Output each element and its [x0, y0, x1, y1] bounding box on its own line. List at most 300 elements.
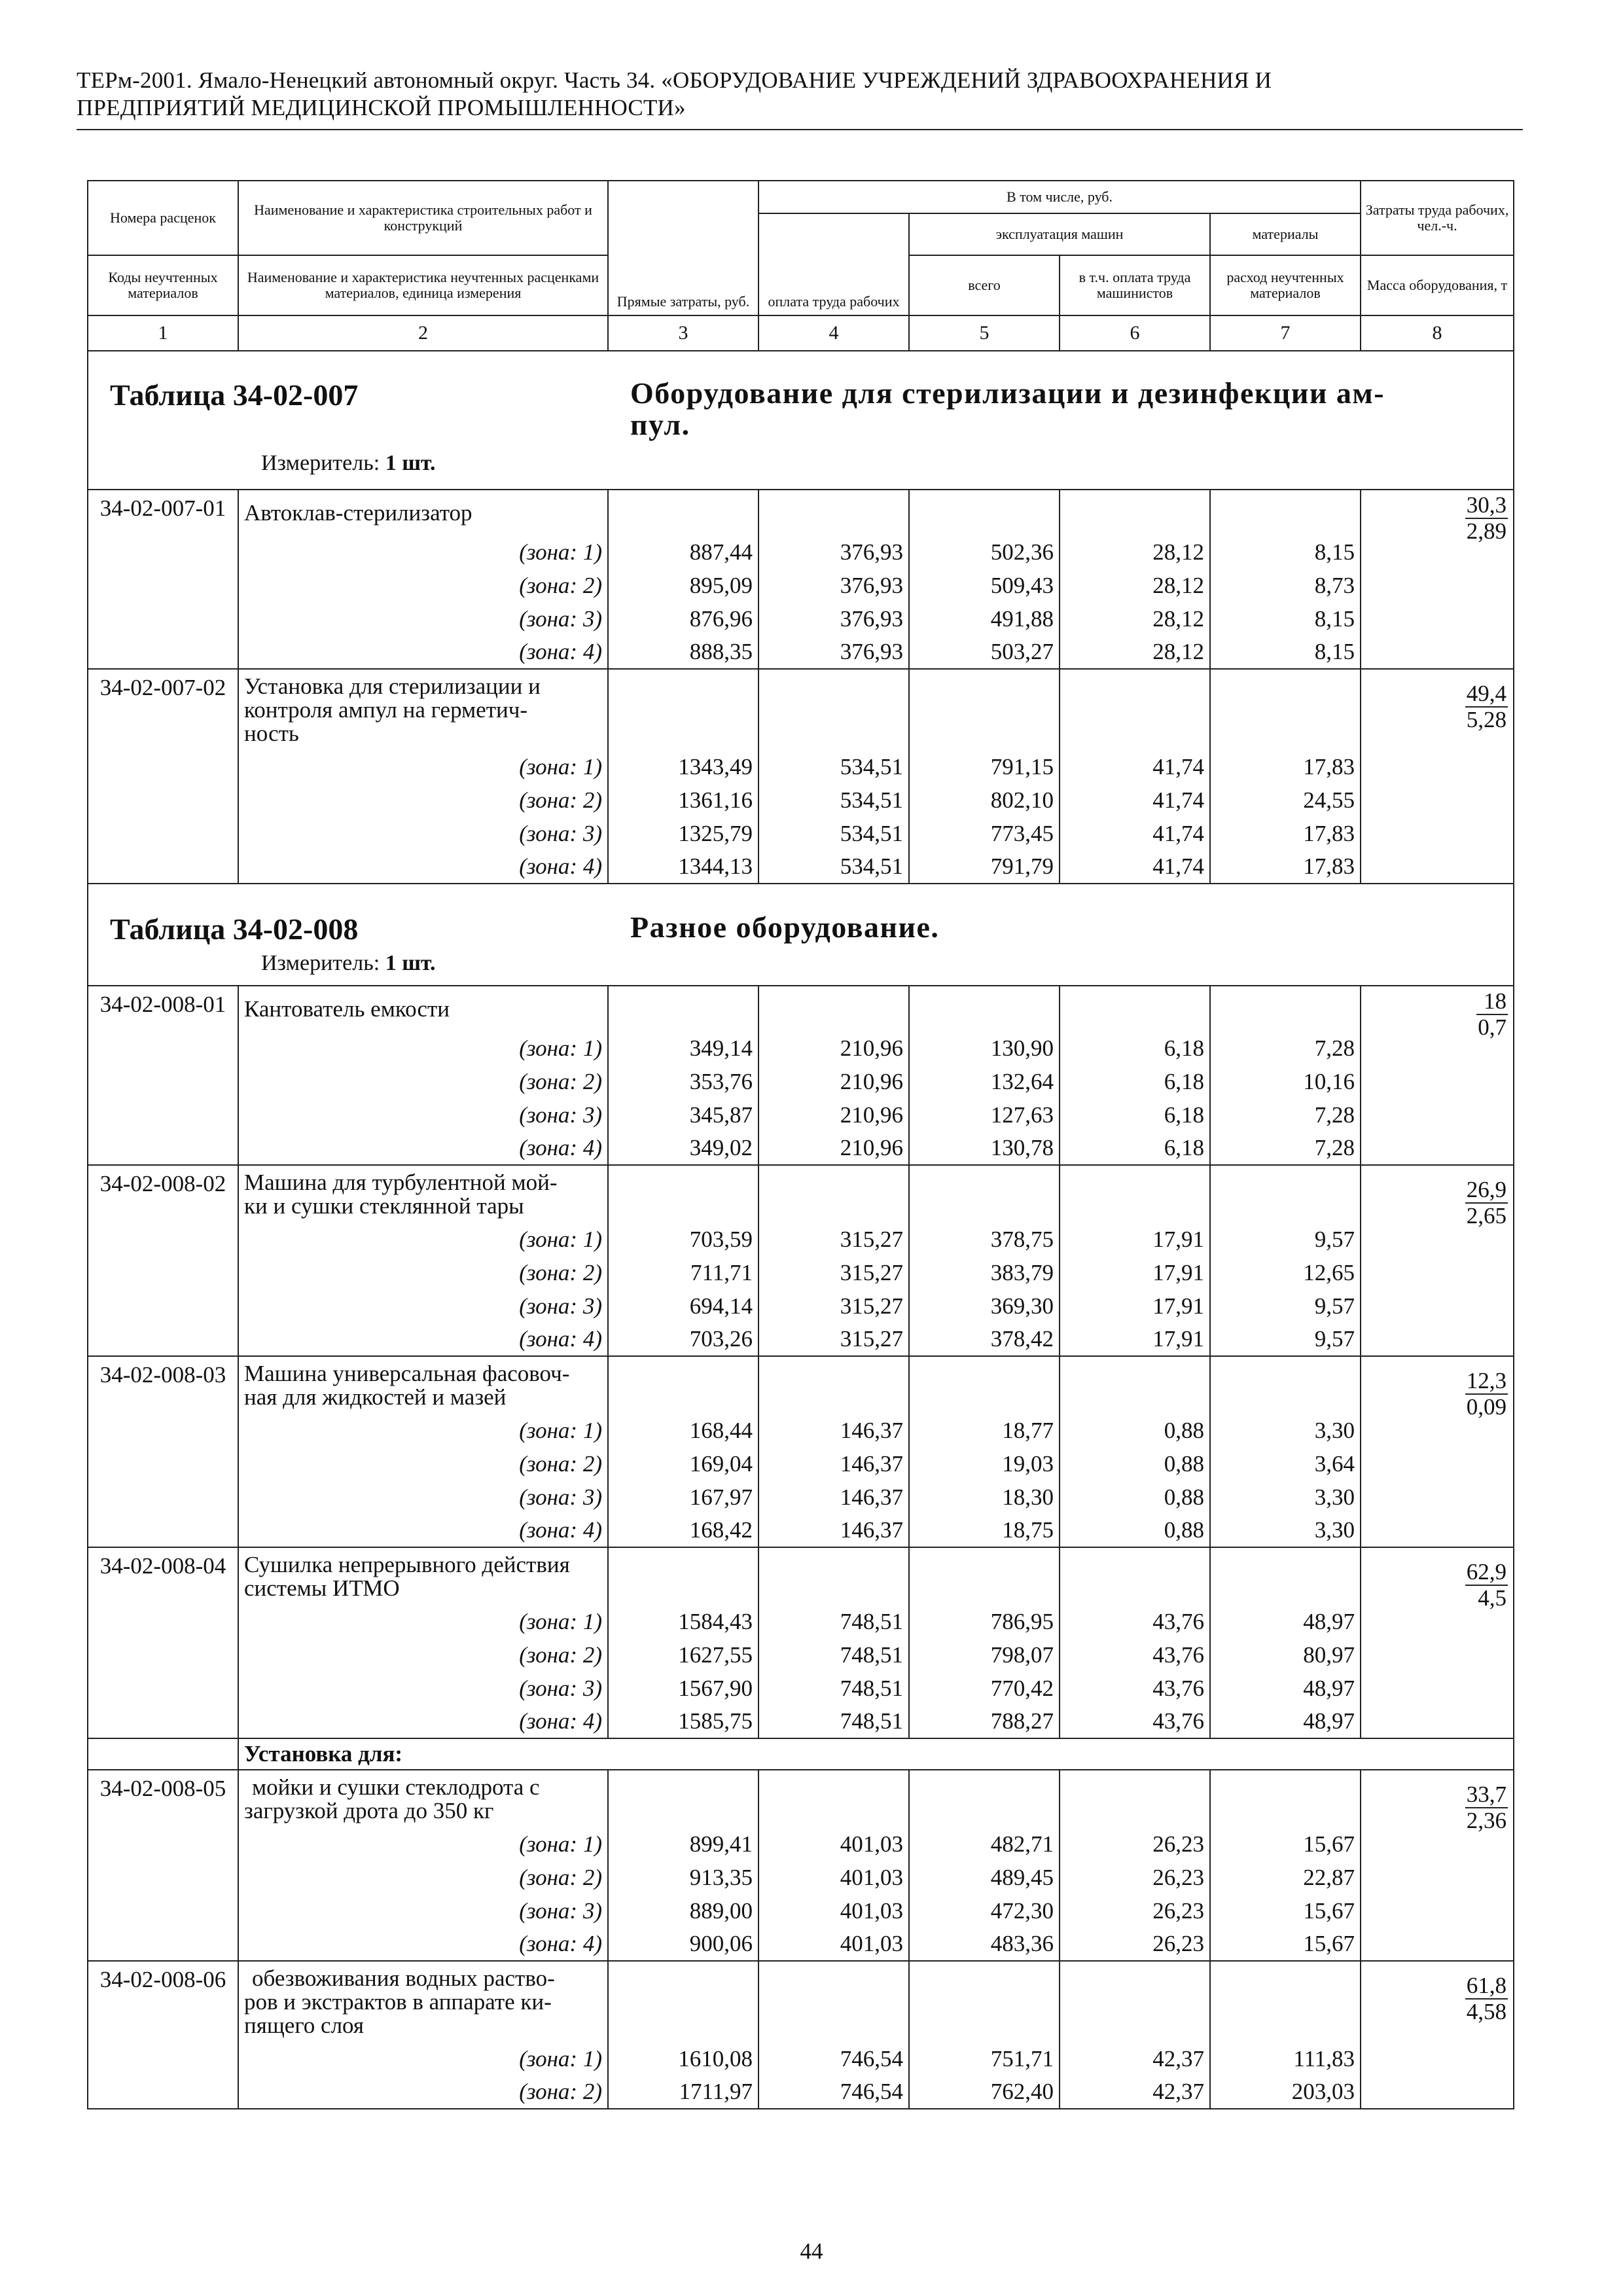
direct-cost: 876,96 [608, 602, 758, 636]
zone-label: (зона: 4) [238, 1705, 608, 1738]
labor-mass-cell [1361, 1165, 1514, 1356]
column-number: 3 [608, 315, 758, 351]
zone-row [88, 636, 1514, 669]
machine-cost: 762,40 [909, 2075, 1060, 2109]
rate-code: 34-02-008-01 [88, 986, 238, 1165]
col4-header: оплата труда рабочих [758, 213, 909, 315]
worker-pay: 315,27 [758, 1289, 909, 1323]
item-name [238, 1770, 608, 1827]
table-row [88, 1356, 1514, 1414]
col2-bottom-header: Наименование и характеристика неучтенных расценками материалов, единица измерения [238, 255, 608, 315]
column-number: 1 [88, 315, 238, 351]
empty-cell [1060, 1961, 1210, 2042]
price-table [87, 180, 1514, 2109]
machinist-pay: 6,18 [1060, 1065, 1210, 1098]
machine-cost: 130,78 [909, 1132, 1060, 1165]
machine-cost: 18,77 [909, 1414, 1060, 1447]
zone-label: (зона: 1) [238, 1031, 608, 1065]
col6-header: в т.ч. оплата труда машинистов [1060, 255, 1210, 315]
direct-cost: 1344,13 [608, 850, 758, 884]
direct-cost: 1585,75 [608, 1705, 758, 1738]
machine-cost: 18,75 [909, 1514, 1060, 1547]
zone-label: (зона: 3) [238, 1672, 608, 1705]
item-name-line: ки и сушки стеклянной тары [244, 1193, 524, 1219]
machinist-pay: 26,23 [1060, 1928, 1210, 1961]
item-name-line: ность [244, 720, 299, 746]
machine-cost: 791,15 [909, 750, 1060, 783]
materials-cost: 17,83 [1210, 850, 1361, 884]
machine-cost: 786,95 [909, 1605, 1060, 1638]
zone-label: (зона: 1) [238, 535, 608, 569]
machinist-pay: 6,18 [1060, 1132, 1210, 1165]
machine-cost: 489,45 [909, 1861, 1060, 1894]
equipment-mass: 4,5 [1478, 1585, 1507, 1611]
machinist-pay: 43,76 [1060, 1605, 1210, 1638]
empty-cell [608, 1770, 758, 1827]
empty-cell [608, 1961, 758, 2042]
in-total-header: В том числе, руб. [758, 181, 1361, 213]
zone-row [88, 1861, 1514, 1894]
table-row [88, 986, 1514, 1031]
materials-cost: 24,55 [1210, 783, 1361, 817]
item-name [238, 1356, 608, 1414]
item-name-line: Кантователь емкости [244, 996, 450, 1022]
machinist-pay: 6,18 [1060, 1031, 1210, 1065]
machines-header: эксплуатация машин [909, 213, 1210, 255]
item-name-line: ров и экстрактов в аппарате ки- [244, 1988, 552, 2015]
table-header [88, 181, 1514, 351]
rate-code: 34-02-007-01 [88, 490, 238, 669]
machinist-pay: 17,91 [1060, 1256, 1210, 1289]
machine-cost: 132,64 [909, 1065, 1060, 1098]
column-number: 7 [1210, 315, 1361, 351]
direct-cost: 889,00 [608, 1894, 758, 1928]
machinist-pay: 28,12 [1060, 535, 1210, 569]
worker-pay: 210,96 [758, 1132, 909, 1165]
empty-cell [909, 490, 1060, 535]
direct-cost: 168,44 [608, 1414, 758, 1447]
worker-pay: 210,96 [758, 1031, 909, 1065]
worker-pay: 534,51 [758, 850, 909, 884]
machinist-pay: 0,88 [1060, 1414, 1210, 1447]
machinist-pay: 41,74 [1060, 750, 1210, 783]
worker-pay: 376,93 [758, 602, 909, 636]
empty-cell [909, 1547, 1060, 1605]
zone-label: (зона: 2) [238, 2075, 608, 2109]
materials-cost: 203,03 [1210, 2075, 1361, 2109]
materials-cost: 3,30 [1210, 1480, 1361, 1514]
labor-mass-cell [1361, 1770, 1514, 1961]
item-name [238, 986, 608, 1031]
machinist-pay: 17,91 [1060, 1323, 1210, 1356]
section-row [88, 884, 1514, 986]
materials-cost: 3,30 [1210, 1514, 1361, 1547]
direct-cost: 349,14 [608, 1031, 758, 1065]
materials-cost: 9,57 [1210, 1289, 1361, 1323]
direct-cost: 1567,90 [608, 1672, 758, 1705]
worker-pay: 534,51 [758, 750, 909, 783]
empty-cell [1060, 1770, 1210, 1827]
col8-bottom-header: Масса оборудования, т [1361, 255, 1514, 315]
zone-row [88, 1065, 1514, 1098]
equipment-mass: 0,7 [1478, 1014, 1507, 1040]
empty-cell [608, 1356, 758, 1414]
table-row [88, 490, 1514, 535]
worker-pay: 146,37 [758, 1480, 909, 1514]
section-title [630, 912, 1501, 943]
machine-cost: 509,43 [909, 569, 1060, 602]
machinist-pay: 43,76 [1060, 1705, 1210, 1738]
col8-top-header: Затраты труда рабочих, чел.-ч. [1361, 181, 1514, 255]
machine-cost: 773,45 [909, 817, 1060, 850]
machinist-pay: 43,76 [1060, 1672, 1210, 1705]
machinist-pay: 0,88 [1060, 1447, 1210, 1480]
zone-row [88, 1414, 1514, 1447]
worker-pay: 748,51 [758, 1705, 909, 1738]
empty-cell [608, 490, 758, 535]
empty-cell [88, 1738, 238, 1770]
labor-cost: 12,3 [1466, 1368, 1507, 1393]
machine-cost: 18,30 [909, 1480, 1060, 1514]
labor-mass-fraction [1465, 1973, 1508, 2024]
labor-mass-cell [1361, 1961, 1514, 2109]
item-name-line: загрузкой дрота до 350 кг [244, 1797, 494, 1823]
empty-cell [909, 1165, 1060, 1223]
meter-label: Измеритель: [261, 451, 380, 475]
direct-cost: 1343,49 [608, 750, 758, 783]
worker-pay: 315,27 [758, 1256, 909, 1289]
labor-cost: 61,8 [1466, 1973, 1507, 1998]
machinist-pay: 28,12 [1060, 636, 1210, 669]
column-number: 8 [1361, 315, 1514, 351]
col3-header: Прямые затраты, руб. [608, 181, 758, 315]
zone-label: (зона: 1) [238, 1414, 608, 1447]
empty-cell [758, 1961, 909, 2042]
zone-label: (зона: 3) [238, 1480, 608, 1514]
materials-cost: 22,87 [1210, 1861, 1361, 1894]
item-name-line: ная для жидкостей и мазей [244, 1384, 507, 1410]
machine-cost: 378,42 [909, 1323, 1060, 1356]
zone-row [88, 783, 1514, 817]
labor-mass-fraction [1465, 493, 1508, 544]
labor-cost: 62,9 [1466, 1559, 1507, 1585]
zone-row [88, 1928, 1514, 1961]
empty-cell [909, 986, 1060, 1031]
direct-cost: 899,41 [608, 1827, 758, 1861]
materials-cost: 15,67 [1210, 1894, 1361, 1928]
col2-top-header: Наименование и характеристика строительных работ и конструкций [238, 181, 608, 255]
equipment-mass: 0,09 [1466, 1394, 1507, 1420]
section-cell [88, 884, 1514, 986]
labor-mass-cell [1361, 490, 1514, 669]
zone-row [88, 1256, 1514, 1289]
empty-cell [1060, 986, 1210, 1031]
worker-pay: 534,51 [758, 783, 909, 817]
zone-label: (зона: 1) [238, 1605, 608, 1638]
empty-cell [758, 1770, 909, 1827]
labor-cost: 26,9 [1466, 1177, 1507, 1202]
section-title-line-1: Оборудование для стерилизации и дезинфекции ам- [630, 376, 1385, 410]
zone-label: (зона: 3) [238, 1289, 608, 1323]
machine-cost: 751,71 [909, 2042, 1060, 2075]
column-number: 6 [1060, 315, 1210, 351]
table-row [88, 1770, 1514, 1827]
empty-cell [1210, 1356, 1361, 1414]
machinist-pay: 41,74 [1060, 850, 1210, 884]
item-name-line: системы ИТМО [244, 1575, 400, 1601]
direct-cost: 694,14 [608, 1289, 758, 1323]
direct-cost: 703,26 [608, 1323, 758, 1356]
labor-mass-cell [1361, 986, 1514, 1165]
direct-cost: 169,04 [608, 1447, 758, 1480]
materials-cost: 9,57 [1210, 1223, 1361, 1256]
labor-mass-fraction [1476, 989, 1508, 1040]
section-code: Таблица 34-02-008 [110, 912, 359, 946]
table-row [88, 1547, 1514, 1605]
direct-cost: 168,42 [608, 1514, 758, 1547]
machinist-pay: 26,23 [1060, 1861, 1210, 1894]
machinist-pay: 28,12 [1060, 602, 1210, 636]
item-name-line: обезвоживания водных раство- [252, 1965, 555, 1991]
worker-pay: 748,51 [758, 1638, 909, 1672]
empty-cell [1060, 490, 1210, 535]
empty-cell [909, 669, 1060, 750]
item-name-line: контроля ампул на герметич- [244, 696, 528, 723]
materials-cost: 9,57 [1210, 1323, 1361, 1356]
empty-cell [1060, 1356, 1210, 1414]
direct-cost: 703,59 [608, 1223, 758, 1256]
zone-row [88, 535, 1514, 569]
worker-pay: 315,27 [758, 1223, 909, 1256]
worker-pay: 748,51 [758, 1605, 909, 1638]
machinist-pay: 28,12 [1060, 569, 1210, 602]
zone-label: (зона: 3) [238, 817, 608, 850]
labor-mass-fraction [1465, 1369, 1508, 1420]
empty-cell [1210, 1547, 1361, 1605]
section-code: Таблица 34-02-007 [110, 378, 359, 412]
direct-cost: 1610,08 [608, 2042, 758, 2075]
materials-cost: 48,97 [1210, 1672, 1361, 1705]
materials-header: материалы [1210, 213, 1361, 255]
zone-label: (зона: 4) [238, 1928, 608, 1961]
labor-mass-cell [1361, 1547, 1514, 1738]
column-number-row [88, 315, 1514, 351]
table-row [88, 1961, 1514, 2042]
materials-cost: 3,64 [1210, 1447, 1361, 1480]
worker-pay: 210,96 [758, 1098, 909, 1132]
empty-cell [909, 1770, 1060, 1827]
item-name [238, 490, 608, 535]
zone-row [88, 1098, 1514, 1132]
empty-cell [608, 669, 758, 750]
empty-cell [909, 1961, 1060, 2042]
equipment-mass: 5,28 [1466, 707, 1507, 732]
zone-label: (зона: 2) [238, 1065, 608, 1098]
materials-cost: 80,97 [1210, 1638, 1361, 1672]
zone-row [88, 1132, 1514, 1165]
direct-cost: 167,97 [608, 1480, 758, 1514]
equipment-mass: 4,58 [1466, 1999, 1507, 2024]
machine-cost: 788,27 [909, 1705, 1060, 1738]
machinist-pay: 42,37 [1060, 2075, 1210, 2109]
empty-cell [1210, 1770, 1361, 1827]
worker-pay: 401,03 [758, 1894, 909, 1928]
table-row [88, 669, 1514, 750]
zone-row [88, 2042, 1514, 2075]
rate-code: 34-02-008-02 [88, 1165, 238, 1356]
zone-label: (зона: 3) [238, 602, 608, 636]
empty-cell [1060, 1547, 1210, 1605]
machine-cost: 802,10 [909, 783, 1060, 817]
zone-row [88, 750, 1514, 783]
item-name-line: мойки и сушки стеклодрота с [252, 1774, 540, 1800]
direct-cost: 1584,43 [608, 1605, 758, 1638]
page-number: 44 [800, 2238, 823, 2264]
rate-code: 34-02-008-06 [88, 1961, 238, 2109]
labor-mass-cell [1361, 1356, 1514, 1547]
machine-cost: 482,71 [909, 1827, 1060, 1861]
zone-row [88, 1323, 1514, 1356]
zone-row [88, 1223, 1514, 1256]
direct-cost: 711,71 [608, 1256, 758, 1289]
materials-cost: 15,67 [1210, 1928, 1361, 1961]
section-title-line-1: Разное оборудование. [630, 910, 940, 944]
direct-cost: 1361,16 [608, 783, 758, 817]
zone-label: (зона: 1) [238, 750, 608, 783]
worker-pay: 748,51 [758, 1672, 909, 1705]
zone-row [88, 1289, 1514, 1323]
section-title-line-2: пул. [630, 408, 690, 441]
worker-pay: 376,93 [758, 535, 909, 569]
materials-cost: 15,67 [1210, 1827, 1361, 1861]
empty-cell [1060, 669, 1210, 750]
meter-value: 1 шт. [385, 451, 436, 475]
machinist-pay: 0,88 [1060, 1514, 1210, 1547]
machine-cost: 798,07 [909, 1638, 1060, 1672]
materials-cost: 7,28 [1210, 1132, 1361, 1165]
machine-cost: 791,79 [909, 850, 1060, 884]
empty-cell [758, 1547, 909, 1605]
machine-cost: 483,36 [909, 1928, 1060, 1961]
empty-cell [758, 1165, 909, 1223]
machinist-pay: 17,91 [1060, 1289, 1210, 1323]
table-body [88, 351, 1514, 2109]
worker-pay: 746,54 [758, 2042, 909, 2075]
column-number: 2 [238, 315, 608, 351]
item-name [238, 669, 608, 750]
document-header [77, 67, 1523, 122]
machine-cost: 472,30 [909, 1894, 1060, 1928]
rate-code: 34-02-008-04 [88, 1547, 238, 1738]
section-meter [261, 951, 436, 976]
machinist-pay: 6,18 [1060, 1098, 1210, 1132]
materials-cost: 7,28 [1210, 1098, 1361, 1132]
zone-row [88, 1894, 1514, 1928]
empty-cell [758, 490, 909, 535]
equipment-mass: 2,65 [1466, 1203, 1507, 1229]
empty-cell [1210, 669, 1361, 750]
labor-mass-cell [1361, 669, 1514, 884]
direct-cost: 1627,55 [608, 1638, 758, 1672]
zone-label: (зона: 2) [238, 1638, 608, 1672]
machine-cost: 770,42 [909, 1672, 1060, 1705]
labor-mass-fraction [1465, 681, 1508, 732]
zone-label: (зона: 1) [238, 2042, 608, 2075]
direct-cost: 345,87 [608, 1098, 758, 1132]
machine-cost: 19,03 [909, 1447, 1060, 1480]
group-label: Установка для: [238, 1738, 1514, 1770]
machine-cost: 378,75 [909, 1223, 1060, 1256]
col1-bottom-header: Коды неучтенных материалов [88, 255, 238, 315]
direct-cost: 353,76 [608, 1065, 758, 1098]
zone-label: (зона: 3) [238, 1894, 608, 1928]
zone-label: (зона: 1) [238, 1827, 608, 1861]
empty-cell [1210, 490, 1361, 535]
empty-cell [608, 1547, 758, 1605]
direct-cost: 1711,97 [608, 2075, 758, 2109]
direct-cost: 888,35 [608, 636, 758, 669]
direct-cost: 349,02 [608, 1132, 758, 1165]
rate-code: 34-02-007-02 [88, 669, 238, 884]
equipment-mass: 2,36 [1466, 1808, 1507, 1833]
worker-pay: 534,51 [758, 817, 909, 850]
direct-cost: 1325,79 [608, 817, 758, 850]
zone-label: (зона: 4) [238, 1323, 608, 1356]
col7-header: расход неучтенных материалов [1210, 255, 1361, 315]
worker-pay: 376,93 [758, 636, 909, 669]
item-name-line: Машина универсальная фасовоч- [244, 1360, 570, 1386]
machine-cost: 369,30 [909, 1289, 1060, 1323]
worker-pay: 376,93 [758, 569, 909, 602]
zone-label: (зона: 3) [238, 1098, 608, 1132]
machine-cost: 127,63 [909, 1098, 1060, 1132]
materials-cost: 17,83 [1210, 750, 1361, 783]
zone-row [88, 850, 1514, 884]
direct-cost: 913,35 [608, 1861, 758, 1894]
item-name-line: Установка для стерилизации и [244, 673, 541, 699]
machine-cost: 503,27 [909, 636, 1060, 669]
zone-row [88, 1480, 1514, 1514]
materials-cost: 10,16 [1210, 1065, 1361, 1098]
zone-row [88, 1514, 1514, 1547]
zone-label: (зона: 4) [238, 850, 608, 884]
item-name-line: Машина для турбулентной мой- [244, 1169, 558, 1195]
zone-label: (зона: 2) [238, 569, 608, 602]
section-row [88, 351, 1514, 490]
zone-label: (зона: 2) [238, 1447, 608, 1480]
machinist-pay: 26,23 [1060, 1827, 1210, 1861]
zone-label: (зона: 2) [238, 1256, 608, 1289]
item-name-line: Сушилка непрерывного действия [244, 1551, 570, 1577]
zone-row [88, 1672, 1514, 1705]
item-name-line: пящего слоя [244, 2012, 364, 2038]
column-number: 4 [758, 315, 909, 351]
zone-label: (зона: 4) [238, 636, 608, 669]
empty-cell [608, 986, 758, 1031]
empty-cell [758, 669, 909, 750]
materials-cost: 3,30 [1210, 1414, 1361, 1447]
item-name [238, 1165, 608, 1223]
item-name-line: Автоклав-стерилизатор [244, 499, 473, 526]
empty-cell [1210, 1165, 1361, 1223]
machinist-pay: 26,23 [1060, 1894, 1210, 1928]
labor-mass-fraction [1465, 1782, 1508, 1833]
column-number: 5 [909, 315, 1060, 351]
zone-row [88, 1031, 1514, 1065]
empty-cell [758, 1356, 909, 1414]
materials-cost: 8,15 [1210, 535, 1361, 569]
machinist-pay: 43,76 [1060, 1638, 1210, 1672]
